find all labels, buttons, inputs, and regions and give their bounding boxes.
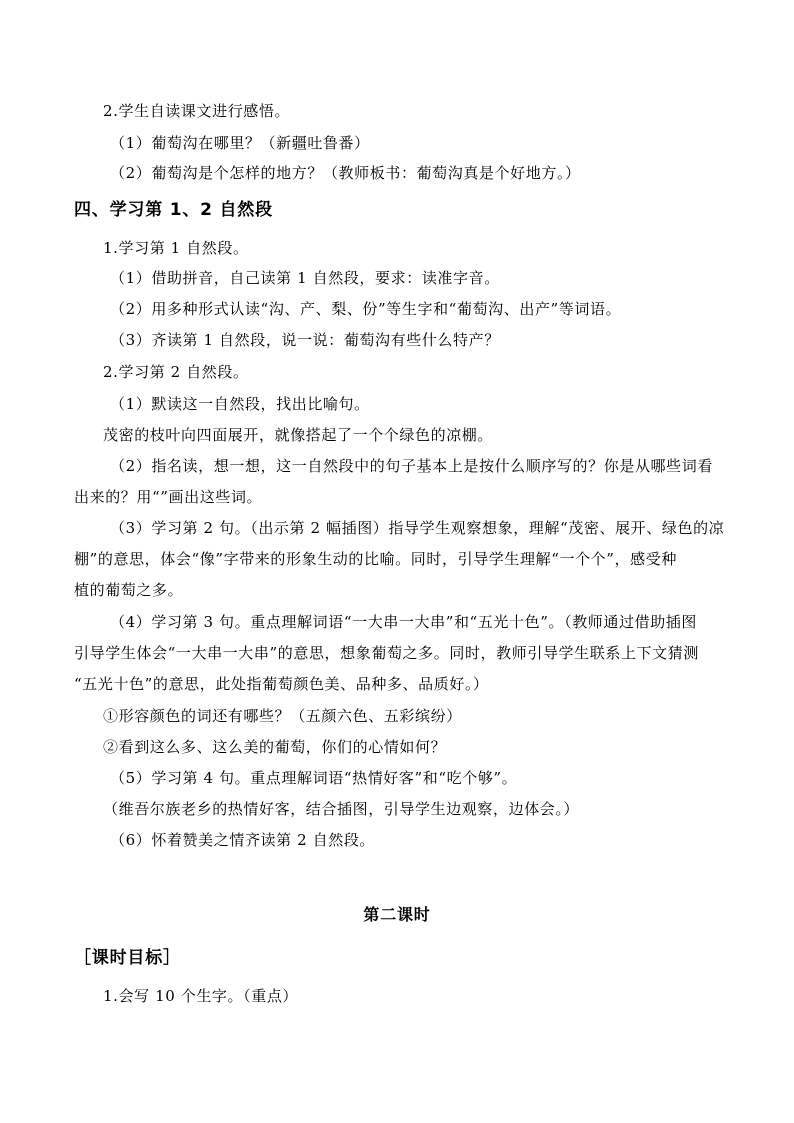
para1-item-3: （3）齐读第 1 自然段，说一说：葡萄沟有些什么特产？ bbox=[110, 331, 500, 349]
para2-item-5: （5）学习第 4 句。重点理解词语“热情好客”和“吃个够”。 bbox=[110, 769, 518, 787]
para1-title: 1.学习第 1 自然段。 bbox=[103, 239, 249, 257]
para2-sub-1: ①形容颜色的词还有哪些？（五颜六色、五彩缤纷） bbox=[103, 707, 462, 725]
question-2: （2）葡萄沟是个怎样的地方？（教师板书：葡萄沟真是个好地方。） bbox=[110, 164, 581, 182]
para1-item-1: （1）借助拼音，自己读第 1 自然段，要求：读准字音。 bbox=[110, 269, 500, 287]
para2-item-3-line-1: （3）学习第 2 句。（出示第 2 幅插图）指导学生观察想象，理解“茂密、展开、绿色的凉 bbox=[110, 519, 725, 537]
para2-sub-2: ②看到这么多、这么美的葡萄，你们的心情如何？ bbox=[103, 738, 447, 756]
para2-item-4-line-2: 引导学生体会“一大串一大串”的意思，想象葡萄之多。同时，教师引导学生联系上下文猜测 bbox=[74, 644, 699, 662]
question-1: （1）葡萄沟在哪里？（新疆吐鲁番） bbox=[110, 134, 370, 152]
para2-title: 2.学习第 2 自然段。 bbox=[103, 363, 249, 381]
para2-item-1-example: 茂密的枝叶向四面展开，就像搭起了一个个绿色的凉棚。 bbox=[103, 426, 494, 444]
para2-item-5-note: （维吾尔族老乡的热情好客，结合插图，引导学生边观察，边体会。） bbox=[103, 800, 580, 818]
para2-item-1: （1）默读这一自然段，找出比喻句。 bbox=[110, 395, 370, 413]
para2-item-3-line-3: 植的葡萄之多。 bbox=[74, 581, 184, 599]
para2-item-3-line-2: 棚”的意思，体会“像”字带来的形象生动的比喻。同时，引导学生理解“一个个”，感受种 bbox=[74, 550, 677, 568]
lesson-goal-1: 1.会写 10 个生字。（重点） bbox=[103, 987, 299, 1005]
lesson-goals-heading: ［课时目标］ bbox=[74, 948, 181, 968]
para2-item-2-line-1: （2）指名读，想一想，这一自然段中的句子基本上是按什么顺序写的？你是从哪些词看 bbox=[110, 457, 713, 475]
para2-item-6: （6）怀着赞美之情齐读第 2 自然段。 bbox=[110, 831, 376, 849]
para1-item-2: （2）用多种形式认读“沟、产、梨、份”等生字和“葡萄沟、出产”等词语。 bbox=[110, 300, 622, 318]
step-2-text: 2.学生自读课文进行感悟。 bbox=[103, 102, 291, 120]
para2-item-2-line-2: 出来的？用“”画出这些词。 bbox=[74, 488, 263, 506]
section-4-heading: 四、学习第 1、2 自然段 bbox=[74, 200, 273, 220]
para2-item-4-line-1: （4）学习第 3 句。重点理解词语“一大串一大串”和“五光十色”。（教师通过借助插图 bbox=[110, 613, 698, 631]
para2-item-4-line-3: “五光十色”的意思，此处指葡萄颜色美、品种多、品质好。） bbox=[74, 675, 489, 693]
lesson-2-title: 第二课时 bbox=[363, 905, 431, 924]
